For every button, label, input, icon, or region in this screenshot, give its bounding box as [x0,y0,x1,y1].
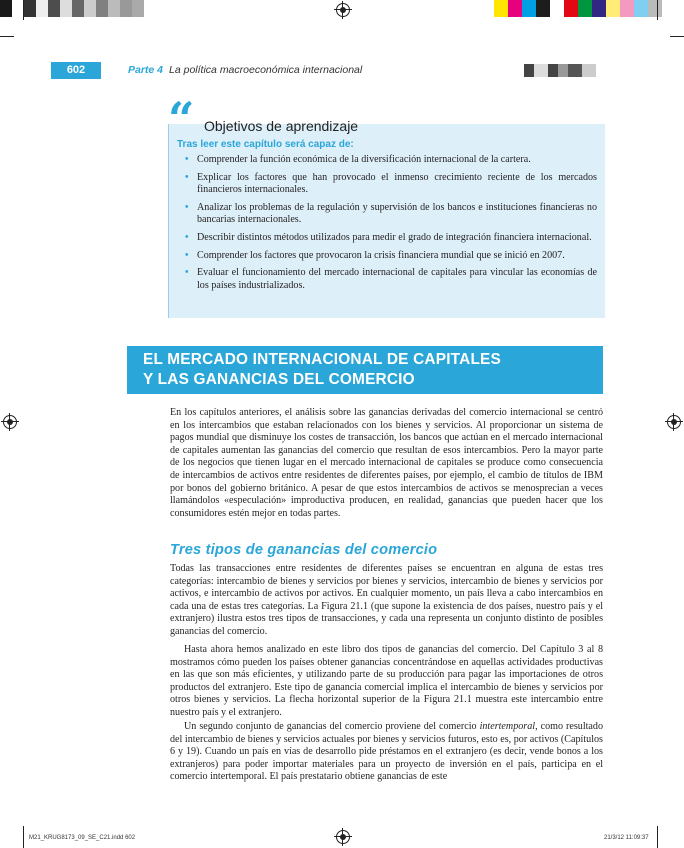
bullet-icon: • [185,231,189,243]
objective-item [183,202,597,227]
objective-item [183,172,597,197]
bullet-icon: • [185,249,189,261]
part-label: Parte 4 [128,64,164,76]
crop-mark [23,826,24,848]
running-head [128,64,362,76]
objective-item [183,250,597,263]
registration-mark-icon [336,3,350,17]
flags-icon [524,64,596,77]
section-title [143,350,583,390]
objective-text: Describir distintos métodos utilizados para medir el grado de integración financiera internacional. [197,231,592,243]
body-paragraph: Hasta ahora hemos analizado en este libro dos tipos de ganancias del comercio. Del Capítulo 3 al 8 mostramos cómo pueden los países obtener ganancias concentrándose en aquellas actividades productivas en las que son más eficientes, y utilizando parte de su producción para pagar las importaciones de otros productos del extranjero. Este tipo de ganancia comercial implica el intercambio de bienes y servicios por otros bienes y servicios. La flecha horizontal superior de la Figura 21.1 muestra este intercambio entre nuestro país y el extranjero. [170,644,603,718]
bullet-icon: • [185,154,189,165]
body-paragraph: Todas las transacciones entre residentes de diferentes países se encuentran en alguna de estas tres categorías: intercambio de bienes y servicios por bienes y servicios, intercambio de bienes y servicios por activos, e intercambio de activos por activos. En cualquier momento, un país lleva a cabo intercambios en cada una de estas tres categorías. La Figura 21.1 (que supone la existencia de dos países, nuestro país y el extranjero) ilustra estos tres tipos de transacciones, y cada una representa un conjunto distinto de posibles ganancias del comercio. [170,563,603,637]
paragraph-text: Un segundo conjunto de ganancias del comercio proviene del comercio [184,721,480,732]
emphasis-text: intertemporal [479,721,536,732]
subsection-title: Tres tipos de ganancias del comercio [170,542,438,558]
color-bar [494,0,676,17]
crop-mark [670,36,684,37]
registration-mark-icon [3,415,17,429]
body-paragraph [170,721,603,784]
objective-text: Analizar los problemas de la regulación y supervisión de los bancos e instituciones financieras no bancarias internacionales. [197,201,597,226]
bullet-icon: • [185,201,189,213]
objectives-list [183,154,597,297]
registration-mark-icon [336,830,350,844]
slug-file: M21_KRUG8173_09_SE_C21.indd 602 [29,835,136,841]
objective-item [183,267,597,292]
section-title-line2: Y LAS GANANCIAS DEL COMERCIO [143,371,415,388]
objective-text: Comprender la función económica de la diversificación internacional de la cartera. [197,154,531,165]
part-title: La política macroeconómica internacional [169,64,363,76]
objective-text: Explicar los factores que han provocado el inmenso crecimiento reciente de los mercados financieros internacionales. [197,171,597,196]
crop-mark [657,826,658,848]
body-paragraph: En los capítulos anteriores, el análisis sobre las ganancias derivadas del comercio internacional se centró en los intercambios que estaban relacionados con los bienes y servicios. Al proporcionar un sistema de pagos mundial que disminuye los costes de transacción, los bancos que actúan en el mercado internacional de capitales aumentan las ganancias del comercio que resultan de esos intercambios. Pero la mayor parte de los negocios que tienen lugar en el mercado internacional de capitales se produce como consecuencia de intercambios de activos entre residentes de diferentes países, por ejemplo, el cambio de títulos de IBM por bonos del gobierno británico. A pesar de que estos intercambios de activos se menosprecian a veces llamándolos «especulación» improductiva producen, en realidad, ganancias que pueden hacer que los consumidores estén mejor en todas partes. [170,407,603,519]
slug-date: 21/3/12 11:09:37 [604,835,649,841]
objective-text: Comprender los factores que provocaron la crisis financiera mundial que se inició en 2007. [197,249,565,261]
objective-text: Evaluar el funcionamiento del mercado internacional de capitales para vincular las economías de los países industrializados. [197,267,597,291]
crop-mark [23,0,24,20]
quote-mark-icon: “ [168,92,195,146]
crop-mark [0,36,14,37]
bullet-icon: • [185,267,189,279]
section-title-line1: EL MERCADO INTERNACIONAL DE CAPITALES [143,351,501,368]
objectives-intro: Tras leer este capítulo será capaz de: [177,139,354,150]
objective-item [183,154,597,167]
crop-mark [657,0,658,20]
bullet-icon: • [185,171,189,183]
objective-item [183,232,597,245]
page-number: 602 [51,62,101,79]
paragraph-text: , como resultado del intercambio de bienes y servicios actuales por bienes y servicios futuros, esto es, por activos (Capítulos 6 y 19). Cuando un país en vías de desarrollo pide préstamos en el extranjero (es decir, vende bonos a los extranjeros) para poder importar materiales para un proyecto de inversión en el país, participa en el comercio intertemporal. El país prestatario obtiene ganancias de este [170,721,603,783]
registration-mark-icon [667,415,681,429]
grayscale-bar [0,0,144,17]
objectives-title: Objetivos de aprendizaje [204,118,359,134]
